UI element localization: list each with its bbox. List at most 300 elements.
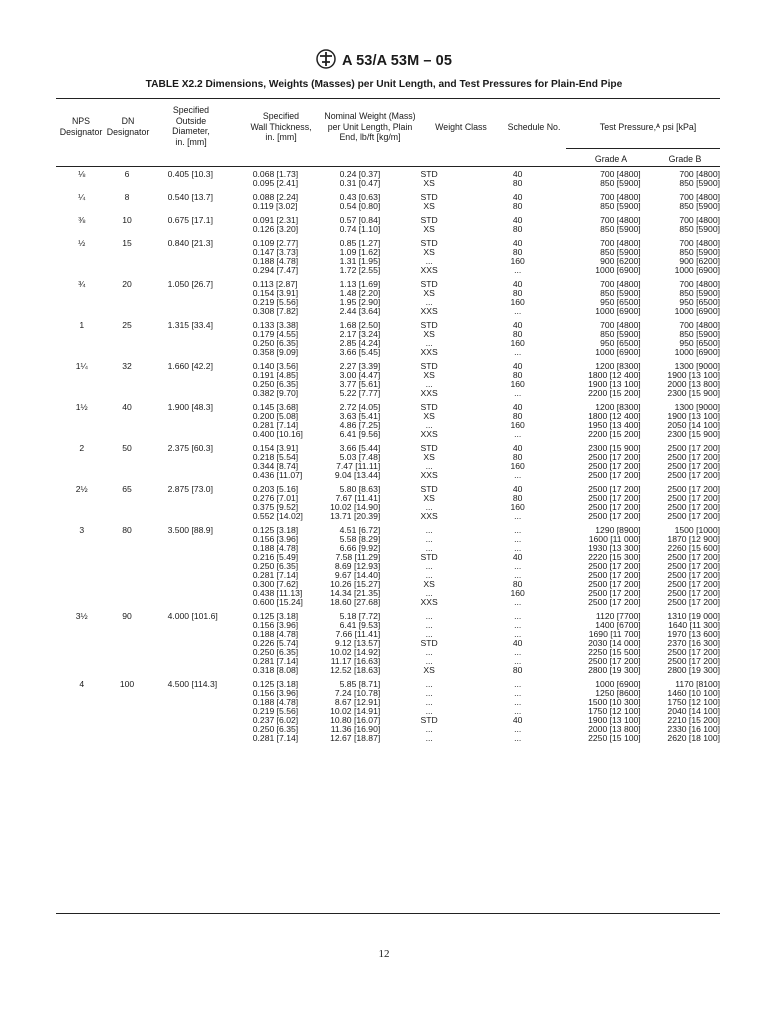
dn-cell <box>107 544 146 553</box>
outside-diameter-cell: 0.540 [13.7] <box>167 192 213 202</box>
wall-thickness-cell: 0.219 [5.56] <box>252 297 299 307</box>
nps-cell <box>56 389 107 398</box>
weight-class-cell: STD <box>420 552 438 562</box>
nps-cell: 4 <box>79 679 85 689</box>
dn-cell <box>107 689 146 698</box>
outside-diameter-cell: 4.500 [114.3] <box>167 679 218 689</box>
grade-a-pressure-cell: 2200 [15 200] <box>588 429 641 439</box>
dn-cell <box>107 330 146 339</box>
grade-b-pressure-cell: 2370 [16 300] <box>667 638 720 648</box>
nps-cell <box>56 503 107 512</box>
nominal-weight-cell: 10.80 [16.07] <box>330 715 381 725</box>
table-row <box>56 234 720 248</box>
nominal-weight-cell: 8.67 [12.91] <box>334 697 381 707</box>
grade-a-pressure-cell: 1290 [8900] <box>595 525 641 535</box>
grade-a-pressure-cell: 2500 [17 200] <box>588 570 641 580</box>
outside-diameter-cell <box>147 630 223 639</box>
dn-cell <box>107 725 146 734</box>
grade-b-pressure-cell: 2500 [17 200] <box>667 570 720 580</box>
dn-cell <box>107 562 146 571</box>
schedule-cell: ... <box>514 733 522 743</box>
grade-b-pressure-cell: 2300 [15 900] <box>667 429 720 439</box>
nps-cell <box>56 348 107 357</box>
grade-b-pressure-cell: 2500 [17 200] <box>667 597 720 607</box>
grade-a-pressure-cell: 1400 [6700] <box>595 620 641 630</box>
nominal-weight-cell: 9.12 [13.57] <box>334 638 381 648</box>
outside-diameter-cell <box>147 179 223 188</box>
nps-cell <box>56 371 107 380</box>
grade-a-pressure-cell: 2800 [19 300] <box>588 665 641 675</box>
grade-b-pressure-cell: 2500 [17 200] <box>667 493 720 503</box>
outside-diameter-cell <box>147 639 223 648</box>
grade-a-pressure-cell: 2500 [17 200] <box>588 452 641 462</box>
wall-thickness-cell: 0.133 [3.38] <box>252 320 299 330</box>
weight-class-cell: XXS <box>420 265 438 275</box>
grade-b-pressure-cell: 700 [4800] <box>679 279 720 289</box>
grade-b-pressure-cell: 850 [5900] <box>679 329 720 339</box>
weight-class-cell: ... <box>425 620 433 630</box>
dn-cell: 100 <box>119 679 135 689</box>
weight-class-cell: STD <box>420 638 438 648</box>
schedule-cell: ... <box>514 347 522 357</box>
grade-a-pressure-cell: 2500 [17 200] <box>588 484 641 494</box>
nominal-weight-cell: 1.31 [1.95] <box>339 256 381 266</box>
weight-class-cell: ... <box>425 461 433 471</box>
schedule-cell: 80 <box>512 579 523 589</box>
dn-cell <box>107 553 146 562</box>
dn-cell <box>107 430 146 439</box>
wall-thickness-cell: 0.250 [6.35] <box>252 561 299 571</box>
weight-class-cell: XXS <box>420 306 438 316</box>
grade-a-pressure-cell: 2250 [15 500] <box>588 647 641 657</box>
grade-b-pressure-cell: 1000 [6900] <box>674 306 720 316</box>
wall-thickness-cell: 0.113 [2.87] <box>252 279 298 289</box>
document-header <box>0 49 768 69</box>
header-bottom-rule <box>56 166 720 167</box>
outside-diameter-cell: 2.875 [73.0] <box>167 484 213 494</box>
wall-thickness-cell: 0.147 [3.73] <box>252 247 299 257</box>
wall-thickness-cell: 0.600 [15.24] <box>252 597 303 607</box>
weight-class-cell: ... <box>425 588 433 598</box>
grade-a-pressure-cell: 700 [4800] <box>600 215 641 225</box>
outside-diameter-cell <box>147 298 223 307</box>
nps-cell <box>56 580 107 589</box>
schedule-cell: ... <box>514 697 522 707</box>
weight-class-cell: XXS <box>420 597 438 607</box>
dn-cell: 8 <box>124 192 130 202</box>
weight-class-cell: XS <box>423 329 435 339</box>
schedule-cell: 80 <box>512 665 523 675</box>
nps-cell <box>56 698 107 707</box>
grade-b-pressure-cell: 1300 [9000] <box>674 402 720 412</box>
wall-thickness-cell: 0.179 [4.55] <box>252 329 299 339</box>
nominal-weight-cell: 6.41 [9.53] <box>339 620 381 630</box>
header-grade-a: Grade A <box>594 154 628 164</box>
wall-thickness-cell: 0.438 [11.13] <box>252 588 303 598</box>
nps-cell <box>56 330 107 339</box>
outside-diameter-cell <box>147 380 223 389</box>
dn-cell <box>107 535 146 544</box>
dn-cell <box>107 734 146 743</box>
grade-b-pressure-cell: 700 [4800] <box>679 169 720 179</box>
nps-cell <box>56 257 107 266</box>
grade-b-pressure-cell: 2500 [17 200] <box>667 470 720 480</box>
nominal-weight-cell: 3.00 [4.47] <box>339 370 381 380</box>
nominal-weight-cell: 2.27 [3.39] <box>339 361 381 371</box>
grade-a-pressure-cell: 850 [5900] <box>600 329 641 339</box>
schedule-cell: ... <box>514 265 522 275</box>
grade-a-pressure-cell: 850 [5900] <box>600 224 641 234</box>
wall-thickness-cell: 0.119 [3.02] <box>252 201 298 211</box>
nps-cell <box>56 225 107 234</box>
nominal-weight-cell: 1.13 [1.69] <box>339 279 381 289</box>
header-grade-b: Grade B <box>668 154 702 164</box>
schedule-cell: 160 <box>510 420 525 430</box>
schedule-cell: 160 <box>510 502 525 512</box>
outside-diameter-cell <box>147 430 223 439</box>
schedule-cell: 40 <box>512 552 523 562</box>
schedule-cell: 80 <box>512 178 523 188</box>
grade-a-pressure-cell: 1750 [12 100] <box>588 706 641 716</box>
nominal-weight-cell: 4.86 [7.25] <box>339 420 381 430</box>
wall-thickness-cell: 0.375 [9.52] <box>252 502 299 512</box>
weight-class-cell: ... <box>425 688 433 698</box>
dn-cell <box>107 289 146 298</box>
grade-a-pressure-cell: 2030 [14 000] <box>588 638 641 648</box>
table-row <box>56 512 720 521</box>
nominal-weight-cell: 2.44 [3.64] <box>339 306 381 316</box>
outside-diameter-cell <box>147 698 223 707</box>
grade-b-pressure-cell: 1300 [9000] <box>674 361 720 371</box>
wall-thickness-cell: 0.237 [6.02] <box>252 715 299 725</box>
outside-diameter-cell: 1.050 [26.7] <box>167 279 213 289</box>
dn-cell <box>107 179 146 188</box>
nps-cell <box>56 689 107 698</box>
wall-thickness-cell: 0.358 [9.09] <box>252 347 299 357</box>
grade-b-pressure-cell: 1900 [13 100] <box>667 370 720 380</box>
weight-class-cell: ... <box>425 525 433 535</box>
schedule-cell: ... <box>514 388 522 398</box>
grade-a-pressure-cell: 2250 [15 100] <box>588 733 641 743</box>
table-row <box>56 607 720 621</box>
wall-thickness-cell: 0.294 [7.47] <box>252 265 299 275</box>
weight-class-cell: STD <box>420 320 438 330</box>
grade-a-pressure-cell: 1900 [13 100] <box>588 715 641 725</box>
nps-cell <box>56 598 107 607</box>
outside-diameter-cell: 2.375 [60.3] <box>167 443 213 453</box>
grade-b-pressure-cell: 700 [4800] <box>679 238 720 248</box>
outside-diameter-cell <box>147 571 223 580</box>
schedule-cell: 80 <box>512 370 523 380</box>
grade-a-pressure-cell: 950 [6500] <box>600 338 641 348</box>
outside-diameter-cell <box>147 707 223 716</box>
weight-class-cell: XS <box>423 247 435 257</box>
nominal-weight-cell: 0.74 [1.10] <box>339 224 381 234</box>
weight-class-cell: ... <box>425 679 433 689</box>
weight-class-cell: STD <box>420 402 438 412</box>
nominal-weight-cell: 3.63 [5.41] <box>339 411 381 421</box>
dn-cell <box>107 248 146 257</box>
grade-b-pressure-cell: 950 [6500] <box>679 297 720 307</box>
wall-thickness-cell: 0.382 [9.70] <box>252 388 299 398</box>
outside-diameter-cell <box>147 598 223 607</box>
schedule-cell: 40 <box>512 638 523 648</box>
table-row <box>56 389 720 398</box>
table-row <box>56 179 720 188</box>
weight-class-cell: ... <box>425 256 433 266</box>
nominal-weight-cell: 7.47 [11.11] <box>336 461 381 471</box>
nps-cell <box>56 462 107 471</box>
schedule-cell: ... <box>514 306 522 316</box>
nps-cell <box>56 589 107 598</box>
grade-a-pressure-cell: 1500 [10 300] <box>588 697 641 707</box>
dn-cell: 6 <box>124 169 130 179</box>
outside-diameter-cell <box>147 348 223 357</box>
schedule-cell: ... <box>514 525 522 535</box>
schedule-cell: 40 <box>512 238 523 248</box>
nps-cell <box>56 630 107 639</box>
nominal-weight-cell: 8.69 [12.93] <box>334 561 381 571</box>
nps-cell <box>56 553 107 562</box>
outside-diameter-cell <box>147 562 223 571</box>
wall-thickness-cell: 0.125 [3.18] <box>252 525 299 535</box>
nps-cell <box>56 639 107 648</box>
outside-diameter-cell <box>147 421 223 430</box>
nominal-weight-cell: 6.41 [9.56] <box>339 429 381 439</box>
outside-diameter-cell <box>147 666 223 675</box>
grade-a-pressure-cell: 1000 [6900] <box>595 306 641 316</box>
schedule-cell: 160 <box>510 338 525 348</box>
grade-b-pressure-cell: 2500 [17 200] <box>667 561 720 571</box>
grade-a-pressure-cell: 2500 [17 200] <box>588 588 641 598</box>
schedule-cell: ... <box>514 724 522 734</box>
wall-thickness-cell: 0.188 [4.78] <box>252 256 299 266</box>
outside-diameter-cell <box>147 339 223 348</box>
nps-cell <box>56 571 107 580</box>
dn-cell <box>107 339 146 348</box>
wall-thickness-cell: 0.219 [5.56] <box>252 706 299 716</box>
outside-diameter-cell <box>147 257 223 266</box>
grade-b-pressure-cell: 700 [4800] <box>679 215 720 225</box>
wall-thickness-cell: 0.250 [6.35] <box>252 379 299 389</box>
outside-diameter-cell <box>147 589 223 598</box>
outside-diameter-cell: 0.840 [21.3] <box>167 238 213 248</box>
dn-cell <box>107 666 146 675</box>
nps-cell: ¼ <box>78 192 86 202</box>
grade-a-pressure-cell: 700 [4800] <box>600 279 641 289</box>
nps-cell: ½ <box>78 238 86 248</box>
table-row <box>56 202 720 211</box>
nominal-weight-cell: 0.24 [0.37] <box>339 169 381 179</box>
dn-cell: 40 <box>122 402 132 412</box>
nominal-weight-cell: 5.85 [8.71] <box>339 679 381 689</box>
nominal-weight-cell: 7.67 [11.41] <box>335 493 381 503</box>
nominal-weight-cell: 10.02 [14.91] <box>330 706 381 716</box>
dn-cell <box>107 389 146 398</box>
schedule-cell: ... <box>514 656 522 666</box>
weight-class-cell: ... <box>425 629 433 639</box>
schedule-cell: ... <box>514 706 522 716</box>
grade-a-pressure-cell: 700 [4800] <box>600 238 641 248</box>
table-row <box>56 675 720 689</box>
nps-cell <box>56 202 107 211</box>
outside-diameter-cell <box>147 544 223 553</box>
weight-class-cell: XS <box>423 370 435 380</box>
grade-b-pressure-cell: 1970 [13 600] <box>667 629 720 639</box>
nps-cell <box>56 648 107 657</box>
outside-diameter-cell <box>147 648 223 657</box>
nominal-weight-cell: 6.66 [9.92] <box>339 543 381 553</box>
dn-cell <box>107 598 146 607</box>
table-row <box>56 430 720 439</box>
grade-b-pressure-cell: 2040 [14 100] <box>667 706 720 716</box>
nominal-weight-cell: 5.18 [7.72] <box>339 611 381 621</box>
table-row <box>56 666 720 675</box>
nps-cell <box>56 266 107 275</box>
grade-b-pressure-cell: 700 [4800] <box>679 192 720 202</box>
nominal-weight-cell: 12.67 [18.87] <box>330 733 381 743</box>
nps-cell <box>56 298 107 307</box>
schedule-cell: ... <box>514 629 522 639</box>
header-test-pressure: Test Pressure,ᴬ psi [kPa] <box>599 122 697 132</box>
schedule-cell: ... <box>514 470 522 480</box>
wall-thickness-cell: 0.088 [2.24] <box>252 192 299 202</box>
schedule-cell: 40 <box>512 402 523 412</box>
table-row <box>56 734 720 743</box>
nominal-weight-cell: 7.24 [10.78] <box>334 688 381 698</box>
table-row <box>56 598 720 607</box>
nps-cell: 3½ <box>75 611 88 621</box>
nominal-weight-cell: 5.58 [8.29] <box>339 534 381 544</box>
grade-b-pressure-cell: 950 [6500] <box>679 338 720 348</box>
grade-b-pressure-cell: 1460 [10 100] <box>667 688 720 698</box>
weight-class-cell: XXS <box>420 511 438 521</box>
nominal-weight-cell: 14.34 [21.35] <box>330 588 381 598</box>
nominal-weight-cell: 4.51 [6.72] <box>339 525 381 535</box>
table-row <box>56 348 720 357</box>
grade-a-pressure-cell: 900 [6200] <box>600 256 641 266</box>
grade-b-pressure-cell: 2500 [17 200] <box>667 502 720 512</box>
dn-cell <box>107 225 146 234</box>
nps-cell <box>56 289 107 298</box>
page-number: 12 <box>378 948 390 960</box>
standard-designation: A 53/A 53M – 05 <box>341 53 453 69</box>
outside-diameter-cell <box>147 535 223 544</box>
nps-cell: 1¼ <box>75 361 88 371</box>
grade-a-pressure-cell: 2500 [17 200] <box>588 461 641 471</box>
schedule-cell: 80 <box>512 411 523 421</box>
nps-cell <box>56 562 107 571</box>
weight-class-cell: STD <box>420 238 438 248</box>
weight-class-cell: ... <box>425 733 433 743</box>
dn-cell <box>107 257 146 266</box>
nps-cell <box>56 421 107 430</box>
grade-a-pressure-cell: 700 [4800] <box>600 169 641 179</box>
pipe-dimensions-table <box>56 170 720 743</box>
nps-cell <box>56 707 107 716</box>
grade-a-pressure-cell: 2500 [17 200] <box>588 561 641 571</box>
weight-class-cell: XS <box>423 411 435 421</box>
weight-class-cell: ... <box>425 697 433 707</box>
weight-class-cell: ... <box>425 420 433 430</box>
schedule-cell: ... <box>514 679 522 689</box>
outside-diameter-cell <box>147 471 223 480</box>
grade-b-pressure-cell: 2500 [17 200] <box>667 511 720 521</box>
wall-thickness-cell: 0.145 [3.68] <box>252 402 299 412</box>
nps-cell <box>56 179 107 188</box>
grade-b-pressure-cell: 1750 [12 100] <box>667 697 720 707</box>
dn-cell: 20 <box>122 279 132 289</box>
nps-cell <box>56 666 107 675</box>
outside-diameter-cell <box>147 371 223 380</box>
outside-diameter-cell <box>147 494 223 503</box>
table-caption: TABLE X2.2 Dimensions, Weights (Masses) per Unit Length, and Test Pressures for Plain-End Pipe <box>145 79 623 90</box>
outside-diameter-cell <box>147 453 223 462</box>
wall-thickness-cell: 0.091 [2.31] <box>252 215 299 225</box>
nps-cell: 1 <box>79 320 85 330</box>
grade-a-pressure-cell: 1250 [8600] <box>595 688 641 698</box>
weight-class-cell: STD <box>420 715 438 725</box>
nps-cell: 2½ <box>75 484 88 494</box>
wall-thickness-cell: 0.095 [2.41] <box>252 178 299 188</box>
nps-cell: 3 <box>79 525 85 535</box>
nominal-weight-cell: 3.77 [5.61] <box>339 379 381 389</box>
dn-cell <box>107 412 146 421</box>
weight-class-cell: ... <box>425 543 433 553</box>
nominal-weight-cell: 0.54 [0.80] <box>339 201 381 211</box>
weight-class-cell: ... <box>425 706 433 716</box>
grade-b-pressure-cell: 2500 [17 200] <box>667 461 720 471</box>
outside-diameter-cell <box>147 248 223 257</box>
dn-cell <box>107 462 146 471</box>
outside-diameter-cell <box>147 289 223 298</box>
outside-diameter-cell <box>147 462 223 471</box>
grade-b-pressure-cell: 850 [5900] <box>679 178 720 188</box>
grade-b-pressure-cell: 1640 [11 300] <box>668 620 720 630</box>
nps-cell: 1½ <box>75 402 88 412</box>
schedule-cell: ... <box>514 688 522 698</box>
dn-cell: 32 <box>122 361 132 371</box>
wall-thickness-cell: 0.203 [5.16] <box>252 484 299 494</box>
weight-class-cell: XXS <box>420 347 438 357</box>
outside-diameter-cell <box>147 307 223 316</box>
grade-b-pressure-cell: 2800 [19 300] <box>667 665 720 675</box>
wall-thickness-cell: 0.400 [10.16] <box>252 429 303 439</box>
pressure-subheader-rule <box>566 148 720 149</box>
header-schedule-no: Schedule No. <box>507 122 561 132</box>
weight-class-cell: ... <box>425 534 433 544</box>
schedule-cell: 80 <box>512 247 523 257</box>
nominal-weight-cell: 2.72 [4.05] <box>339 402 381 412</box>
weight-class-cell: ... <box>425 297 433 307</box>
wall-thickness-cell: 0.218 [5.54] <box>252 452 299 462</box>
nominal-weight-cell: 11.17 [16.63] <box>330 656 381 666</box>
grade-a-pressure-cell: 2500 [17 200] <box>588 597 641 607</box>
nominal-weight-cell: 5.22 [7.77] <box>339 388 381 398</box>
dn-cell <box>107 698 146 707</box>
dn-cell: 65 <box>122 484 132 494</box>
grade-b-pressure-cell: 2500 [17 200] <box>667 579 720 589</box>
table-row <box>56 439 720 453</box>
grade-a-pressure-cell: 850 [5900] <box>600 178 641 188</box>
grade-b-pressure-cell: 2050 [14 100] <box>667 420 720 430</box>
dn-cell <box>107 639 146 648</box>
wall-thickness-cell: 0.154 [3.91] <box>252 443 299 453</box>
dn-cell <box>107 453 146 462</box>
dn-cell <box>107 503 146 512</box>
grade-b-pressure-cell: 2330 [16 100] <box>667 724 720 734</box>
nps-cell <box>56 471 107 480</box>
